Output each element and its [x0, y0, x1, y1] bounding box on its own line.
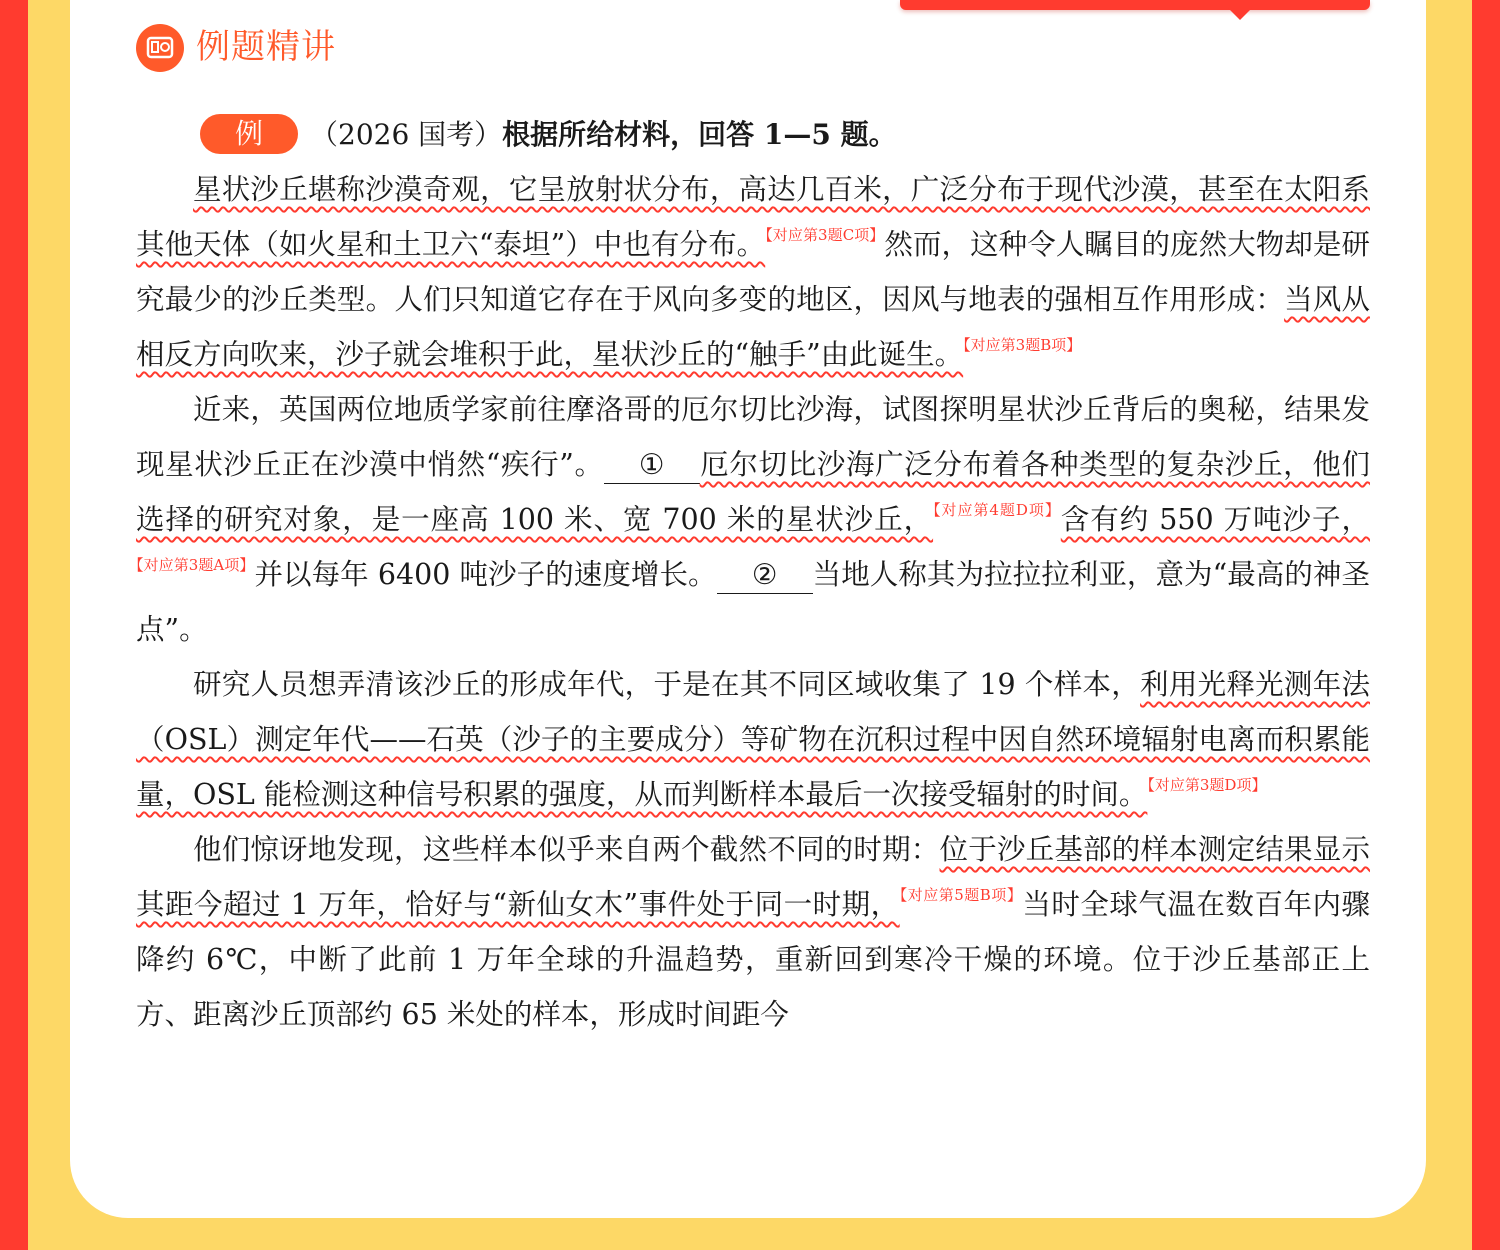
answer-note: 【对应第5题B项】: [899, 886, 1023, 904]
example-badge: 例: [200, 114, 298, 154]
underlined-sentence: 含有约 550 万吨沙子，: [1060, 503, 1370, 536]
paragraph-2: [136, 382, 1370, 657]
underlined-sentence: 位于沙丘基部的样本测定结果显示其距今超过 1 万年，恰好与“新仙女木”事件处于同一时期，: [136, 833, 1370, 921]
exam-source: （2026 国考）: [310, 118, 503, 151]
paragraph-3: [136, 657, 1370, 822]
top-tab-decoration: [900, 0, 1370, 10]
underlined-sentence: 星状沙丘堪称沙漠奇观，它呈放射状分布，高达几百米，广泛分布于现代沙漠，甚至在太阳系其他天体（如火星和土卫六“泰坦”）中也有分布。: [136, 173, 1370, 261]
answer-note: 【对应第3题A项】: [136, 556, 255, 574]
sentence: 当地人称其为拉拉拉利亚，意为“最高的神圣点”。: [136, 558, 1370, 646]
top-tab-notch: [1228, 8, 1252, 20]
answer-note: 【对应第3题C项】: [765, 226, 885, 244]
underlined-sentence: 厄尔切比沙海广泛分布着各种类型的复杂沙丘，他们选择的研究对象，是一座高 100 米、宽 700 米的星状沙丘，: [136, 448, 1370, 536]
answer-note: 【对应第4题D项】: [933, 501, 1061, 519]
sentence: 研究人员想弄清该沙丘的形成年代，于是在其不同区域收集了 19 个样本，: [193, 668, 1141, 701]
blank-2: ②: [717, 557, 813, 594]
reading-passage: [136, 162, 1370, 1042]
paragraph-4: [136, 822, 1370, 1042]
blank-1: ①: [604, 447, 700, 484]
sentence: 当时全球气温在数百年内骤降约 6℃，中断了此前 1 万年全球的升温趋势，重新回到寒冷干燥的环境。位于沙丘基部正上方、距离沙丘顶部约 65 米处的样本，形成时间距今: [136, 888, 1370, 1031]
answer-note: 【对应第3题D项】: [1147, 776, 1267, 794]
answer-note: 【对应第3题B项】: [963, 336, 1082, 354]
question-intro: [310, 110, 897, 160]
sentence: 他们惊讶地发现，这些样本似乎来自两个截然不同的时期：: [193, 833, 940, 866]
question-instruction: 根据所给材料，回答 1—5 题。: [502, 118, 897, 151]
sentence: 然而，这种令人瞩目的庞然大物却是研究最少的沙丘类型。人们只知道它存在于风向多变的地区，因风与地表的强相互作用形成：: [136, 228, 1370, 316]
paragraph-1: [136, 162, 1370, 382]
sentence: 近来，英国两位地质学家前往摩洛哥的厄尔切比沙海，试图探明星状沙丘背后的奥秘，结果发现星状沙丘正在沙漠中悄然“疾行”。: [136, 393, 1370, 481]
underlined-sentence: 利用光释光测年法（OSL）测定年代——石英（沙子的主要成分）等矿物在沉积过程中因自然环境辐射电离而积累能量，OSL 能检测这种信号积累的强度，从而判断样本最后一次接受辐射的时间。: [136, 668, 1370, 811]
sentence: 并以每年 6400 吨沙子的速度增长。: [254, 558, 717, 591]
underlined-sentence: 当风从相反方向吹来，沙子就会堆积于此，星状沙丘的“触手”由此诞生。: [136, 283, 1370, 371]
section-title: 例题精讲: [196, 27, 336, 67]
book-icon: [136, 24, 184, 72]
